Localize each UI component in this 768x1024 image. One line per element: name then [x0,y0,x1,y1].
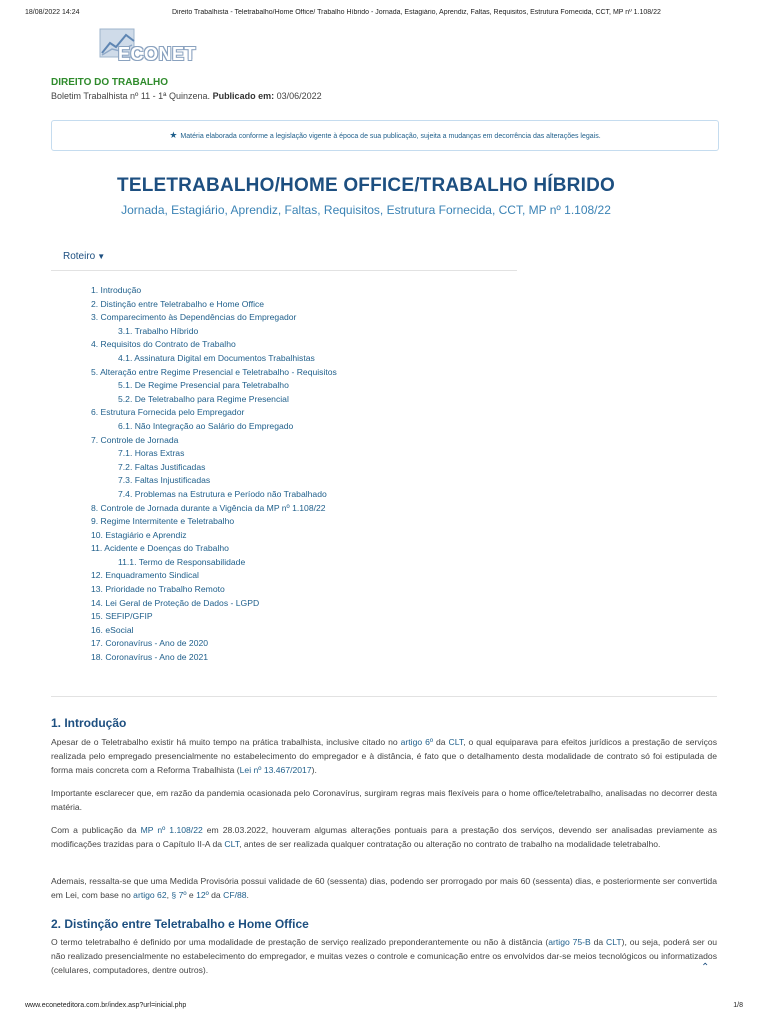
toc-link[interactable]: 7.4. Problemas na Estrutura e Período não Trabalhado [118,488,327,499]
text-run: em 28.03.2022, houveram algumas alterações pontuais para a prestação dos serviços, devendo ser analisadas previamente as modificações trazidas para o Capítulo II-A da [51,825,717,849]
toc-link[interactable]: 15. SEFIP/GFIP [91,611,153,622]
page-subtitle: Jornada, Estagiário, Aprendiz, Faltas, Requisitos, Estrutura Fornecida, CCT, MP nº 1.108/22 [121,203,611,217]
text-run: Com a publicação da [51,825,141,835]
toc-link[interactable]: 16. eSocial [91,624,134,635]
toc-subitem [91,325,337,339]
toc-subitem [91,461,337,475]
inline-link[interactable]: artigo 62 [133,889,167,900]
toc-item [91,583,337,597]
text-run: ). [311,764,317,775]
toc-item [91,284,337,298]
toc-item [91,515,337,529]
page-title: TELETRABALHO/HOME OFFICE/TRABALHO HÍBRIDO [117,175,615,196]
toc-item [91,542,337,556]
toc-link[interactable]: 13. Prioridade no Trabalho Remoto [91,584,225,595]
toc-link[interactable]: 4. Requisitos do Contrato de Trabalho [91,339,236,350]
toc-link[interactable]: 7.2. Faltas Justificadas [118,461,206,472]
toc-item [91,597,337,611]
toc-item [91,502,337,516]
toc-item [91,366,337,380]
inline-link[interactable]: CLT [224,838,240,849]
toc-link[interactable]: 7. Controle de Jornada [91,434,179,445]
toc-link[interactable]: 3.1. Trabalho Híbrido [118,325,199,336]
roteiro-label: Roteiro [63,251,96,262]
text-run: ), ou seja, poderá ser ou não realizado presencialmente no estabelecimento do empregador, e muitas vezes o controle e comunicação entre os envolvidos dar-se meios tecnológicos ou informatizados (celulares, computadores, dentre outros). [51,937,718,975]
paragraph [51,787,717,815]
toc-link[interactable]: 17. Coronavírus - Ano de 2020 [91,638,209,649]
published-label: Publicado em: [212,91,275,101]
divider [51,270,517,271]
text-run: da [208,889,224,900]
toc-item [91,624,337,638]
inline-link[interactable]: CF/88 [223,889,247,900]
text-run: da [590,937,606,947]
text-run: . [246,889,249,900]
toc-subitem [91,488,337,502]
divider [51,696,717,697]
bulletin-info [51,91,322,101]
chevron-down-icon: ▼ [97,252,106,261]
paragraph [51,736,717,777]
inline-link[interactable]: CLT [448,737,464,747]
toc-link[interactable]: 6.1. Não Integração ao Salário do Empregado [118,420,294,431]
text-run: O termo teletrabalho é definido por uma modalidade de prestação de serviço realizado preponderantemente ou não à distância ( [51,937,549,947]
paragraph [51,875,717,903]
section-heading-introducao: 1. Introdução [51,716,127,730]
toc-link[interactable]: 7.3. Faltas Injustificadas [118,475,211,486]
scroll-up-icon[interactable]: ⌃ [701,962,710,973]
logo-text: ECONET [118,44,197,64]
print-header [0,9,768,21]
toc-link[interactable]: 11.1. Termo de Responsabilidade [118,556,246,567]
toc-link[interactable]: 10. Estagiário e Aprendiz [91,529,187,540]
toc-item [91,311,337,325]
section-heading-distincao: 2. Distinção entre Teletrabalho e Home Office [51,917,309,931]
toc-link[interactable]: 12. Enquadramento Sindical [91,570,199,581]
toc-subitem [91,352,337,366]
toc-link[interactable]: 5. Alteração entre Regime Presencial e Teletrabalho - Requisitos [91,366,337,377]
toc-item [91,338,337,352]
paragraph [51,824,717,852]
toc-link[interactable]: 2. Distinção entre Teletrabalho e Home Office [91,298,265,309]
text-run: , o qual equiparava para efeitos jurídicos a prestação de serviços realizada pelo empregado presencialmente no estabelecimento do empregador e à distância, é fato que o detalhamento desta modalidade de contrato só foi estipulada de forma mais concreta com a Reforma Trabalhista ( [51,737,717,775]
text-run: Apesar de o Teletrabalho existir há muito tempo na prática trabalhista, inclusive citado no [51,737,401,747]
toc-item [91,637,337,651]
toc-link[interactable]: 5.1. De Regime Presencial para Teletrabalho [118,380,289,391]
inline-link[interactable]: § 7º [171,889,187,900]
print-date: 18/08/2022 14:24 [25,9,80,16]
toc-link[interactable]: 7.1. Horas Extras [118,448,185,459]
inline-link[interactable]: artigo 6º [400,737,434,747]
toc-link[interactable]: 4.1. Assinatura Digital em Documentos Trabalhistas [118,352,315,363]
toc-link[interactable]: 11. Acidente e Doenças do Trabalho [91,543,229,554]
toc-subitem [91,474,337,488]
toc-link[interactable]: 14. Lei Geral de Proteção de Dados - LGPD [91,597,260,608]
text-run: Importante esclarecer que, em razão da pandemia ocasionada pelo Coronavírus, surgiram regras mais flexíveis para o home office/teletrabalho, analisadas no decorrer desta matéria. [51,788,717,812]
category-label: DIREITO DO TRABALHO [51,77,169,88]
toc-link[interactable]: 18. Coronavírus - Ano de 2021 [91,652,209,663]
toc-subitem [91,556,337,570]
star-icon: ★ [169,130,178,140]
text-run: da [433,737,449,747]
toc-link[interactable]: 1. Introdução [91,285,142,295]
toc-item [91,529,337,543]
table-of-contents [91,284,337,665]
toc-item [91,406,337,420]
toc-subitem [91,420,337,434]
toc-subitem [91,393,337,407]
inline-link[interactable]: Lei nº 13.467/2017 [239,764,312,775]
notice-box [51,120,719,151]
print-page-title: Direito Trabalhista - Teletrabalho/Home Office/ Trabalho Híbrido - Jornada, Estagiário, Aprendiz, Faltas, Requisitos, Estrutura Fornecida, CCT, MP nº 1.108/22 [172,9,661,16]
toc-item [91,569,337,583]
toc-item [91,298,337,312]
text-run: , antes de ser realizada qualquer contratação ou alteração no contrato de trabalho na modalidade teletrabalho. [239,838,661,849]
inline-link[interactable]: MP nº 1.108/22 [140,825,203,835]
paragraph [51,936,717,977]
print-url: www.econeteditora.com.br/index.asp?url=inicial.php [25,1002,187,1009]
toc-item [91,434,337,448]
inline-link[interactable]: artigo 75-B [548,937,591,947]
toc-subitem [91,379,337,393]
text-run: e [186,889,197,900]
page-number: 1/8 [733,1002,743,1009]
toc-link[interactable]: 5.2. De Teletrabalho para Regime Presencial [118,393,289,404]
toc-link[interactable]: 6. Estrutura Fornecida pelo Empregador [91,407,245,418]
toc-link[interactable]: 9. Regime Intermitente e Teletrabalho [91,516,235,527]
toc-item [91,610,337,624]
toc-link[interactable]: 8. Controle de Jornada durante a Vigência da MP nº 1.108/22 [91,502,326,513]
notice-text: Matéria elaborada conforme a legislação vigente à época de sua publicação, sujeita a mudanças em decorrência das alterações legais. [180,133,601,140]
bulletin-prefix: Boletim Trabalhista nº 11 - 1ª Quinzena. [51,91,211,101]
inline-link[interactable]: CLT [606,937,622,947]
toc-item [91,651,337,665]
published-date: 03/06/2022 [276,91,322,101]
roteiro-toggle[interactable] [63,251,105,262]
toc-link[interactable]: 3. Comparecimento às Dependências do Empregador [91,312,297,323]
inline-link[interactable]: 12º [196,889,209,900]
text-run: , [166,889,172,900]
text-run: Ademais, ressalta-se que uma Medida Provisória possui validade de 60 (sessenta) dias, podendo ser prorrogado por mais 60 (sessenta) dias, e posteriormente ser convertida em Lei, com base no [51,876,717,900]
toc-subitem [91,447,337,461]
